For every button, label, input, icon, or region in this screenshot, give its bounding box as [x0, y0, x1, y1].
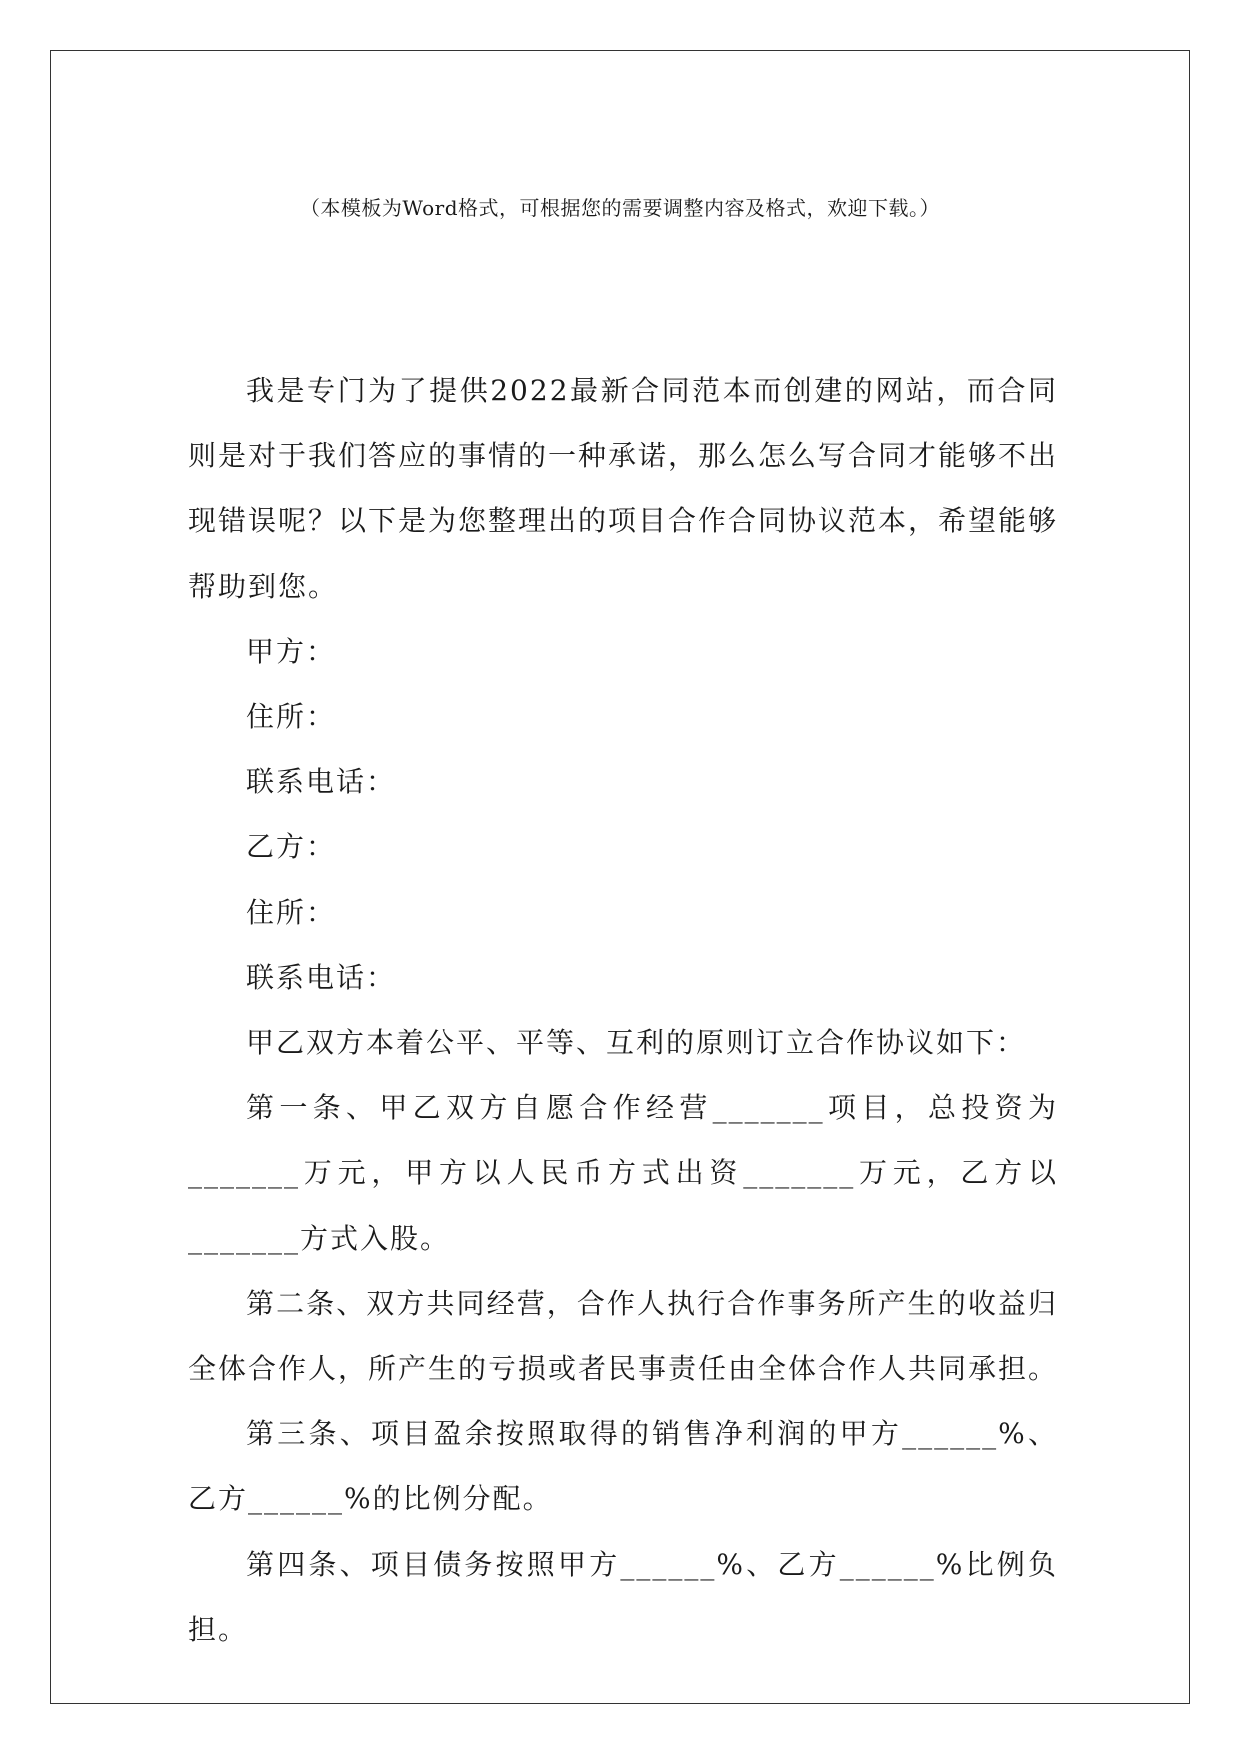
document-body [188, 358, 1058, 1662]
paragraph-preamble: 甲乙双方本着公平、平等、互利的原则订立合作协议如下： [246, 1026, 1027, 1060]
paragraph-article-4: 第四条、项目债务按照甲方______%、乙方______%比例负担。 [188, 1547, 1058, 1646]
paragraph-party-a-address: 住所： [246, 700, 337, 734]
paragraph-party-b-phone: 联系电话： [246, 960, 397, 994]
paragraph-article-2: 第二条、双方共同经营，合作人执行合作事务所产生的收益归全体合作人，所产生的亏损或者民事责任由全体合作人共同承担。 [188, 1286, 1059, 1386]
paragraph-party-a-phone: 联系电话： [246, 765, 397, 799]
paragraph-party-a: 甲方： [246, 634, 337, 668]
paragraph-party-b-address: 住所： [246, 895, 337, 929]
paragraph-party-b: 乙方： [246, 830, 337, 864]
paragraph-article-1: 第一条、甲乙双方自愿合作经营_______项目，总投资为_______万元，甲方以人民币方式出资_______万元，乙方以_______方式入股。 [188, 1091, 1058, 1255]
template-note: （本模板为Word格式，可根据您的需要调整内容及格式，欢迎下载。） [299, 196, 941, 220]
paragraph-intro: 我是专门为了提供2022最新合同范本而创建的网站，而合同则是对于我们答应的事情的一种承诺，那么怎么写合同才能够不出现错误呢？以下是为您整理出的项目合作合同协议范本，希望能够帮助到您。 [188, 374, 1059, 603]
paragraph-article-3: 第三条、项目盈余按照取得的销售净利润的甲方______%、乙方______%的比例分配。 [188, 1417, 1058, 1516]
